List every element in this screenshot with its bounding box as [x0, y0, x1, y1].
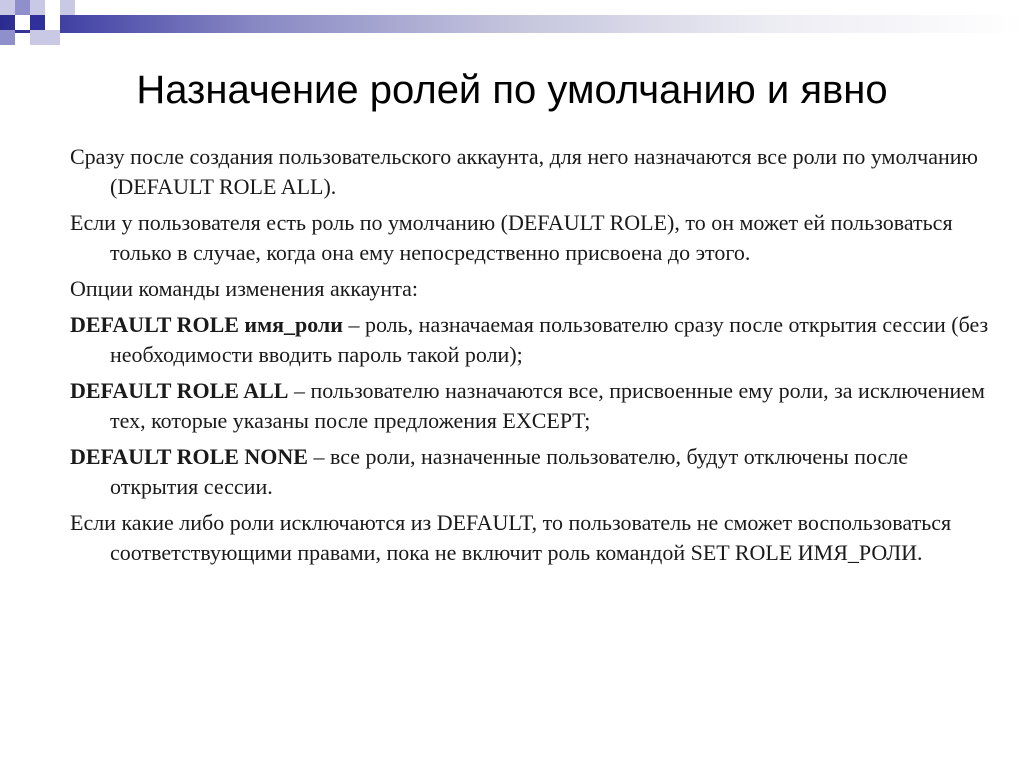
paragraph-text: – роль, назначаемая пользователю сразу после открытия сессии (без необходимости вводить пароль такой роли); — [110, 312, 989, 367]
paragraph — [70, 142, 990, 202]
deco-square — [0, 30, 15, 45]
deco-square — [0, 0, 15, 15]
deco-square — [30, 0, 45, 15]
paragraph — [70, 310, 990, 370]
deco-square — [45, 30, 60, 45]
paragraph-text: Опции команды изменения аккаунта: — [70, 276, 418, 301]
deco-square — [30, 30, 45, 45]
paragraph-keyword: DEFAULT ROLE имя_роли — [70, 312, 343, 337]
paragraph — [70, 274, 990, 304]
paragraph-text: – все роли, назначенные пользователю, будут отключены после открытия сессии. — [110, 444, 909, 499]
deco-square — [15, 15, 30, 30]
deco-square — [45, 15, 60, 30]
paragraph-keyword: DEFAULT ROLE NONE — [70, 444, 308, 469]
paragraph-text: – пользователю назначаются все, присвоенные ему роли, за исключением тех, которые указаны после предложения EXCEPT; — [110, 378, 985, 433]
slide-title: Назначение ролей по умолчанию и явно — [136, 68, 888, 112]
paragraph-keyword: DEFAULT ROLE ALL — [70, 378, 289, 403]
deco-square — [30, 15, 45, 30]
paragraph — [70, 376, 990, 436]
paragraph — [70, 442, 990, 502]
paragraph-text: Если какие либо роли исключаются из DEFAULT, то пользователь не сможет воспользоваться соответствующими правами, пока не включит роль командой SET ROLE ИМЯ_РОЛИ. — [70, 510, 952, 565]
paragraph — [70, 508, 990, 568]
header-gradient-bar — [0, 15, 1024, 33]
paragraph-text: Сразу после создания пользовательского аккаунта, для него назначаются все роли по умолчанию (DEFAULT ROLE ALL). — [70, 144, 978, 199]
paragraph-text: Если у пользователя есть роль по умолчанию (DEFAULT ROLE), то он может ей пользоваться только в случае, когда она ему непосредственно присвоена до этого. — [70, 210, 953, 265]
deco-square — [15, 0, 30, 15]
deco-square — [60, 0, 75, 15]
paragraph — [70, 208, 990, 268]
slide-body — [70, 142, 990, 574]
